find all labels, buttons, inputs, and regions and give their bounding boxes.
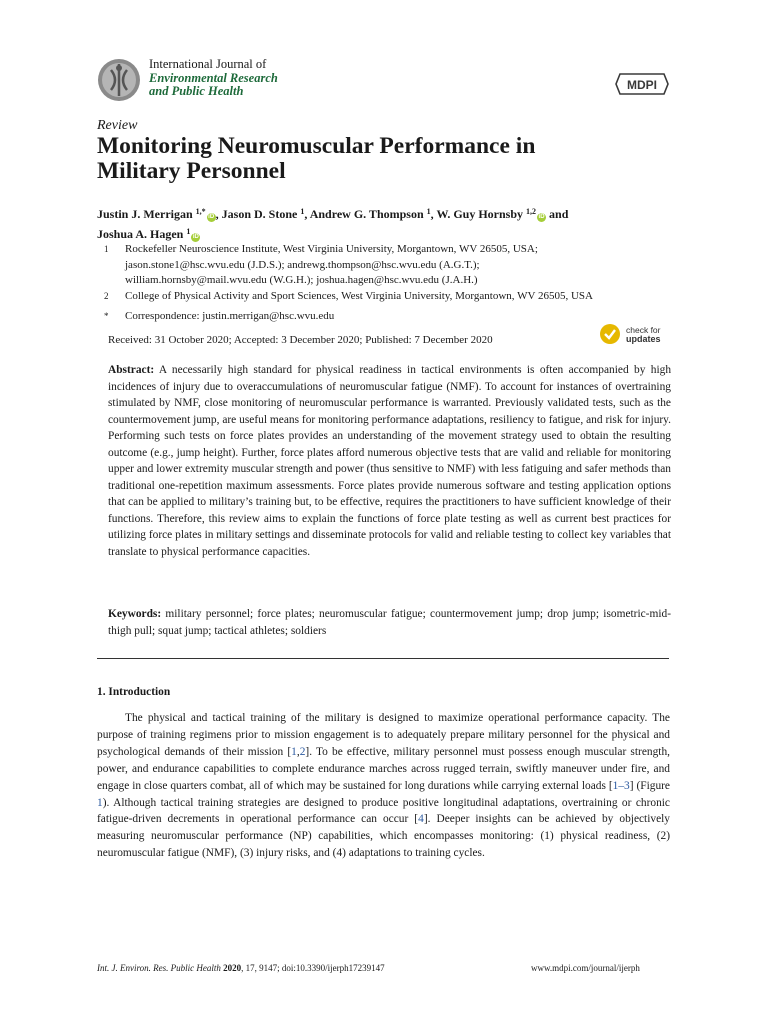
article-type: Review (97, 118, 138, 133)
footer-citation-rest: , 17, 9147; doi:10.3390/ijerph17239147 (241, 963, 385, 973)
affiliation-1 (97, 242, 667, 289)
author-name[interactable]: Jason D. Stone (221, 207, 298, 221)
body-text-run: , (296, 745, 300, 758)
citation-link[interactable]: 1 (291, 745, 297, 758)
author-name[interactable]: Justin J. Merrigan (97, 207, 193, 221)
author-name[interactable]: W. Guy Hornsby (436, 207, 524, 221)
orcid-icon[interactable]: iD (208, 214, 215, 220)
body-text-run: The physical and tactical training of the military is designed to maximize operational performance capacity. The purpose of training regimens prior to mission engagement is to adequately prepare military personnel for the physical and psychological demands of their mission [ (97, 712, 670, 758)
author-name[interactable]: Joshua A. Hagen (97, 227, 184, 241)
svg-text:MDPI: MDPI (627, 78, 657, 92)
affiliation-2 (97, 289, 667, 309)
title-line-2: Military Personnel (97, 158, 286, 184)
author-conjunction: and (549, 207, 569, 221)
check-icon (600, 324, 620, 344)
abstract-label: Abstract: (108, 364, 155, 376)
author-affil-mark: 1 (186, 227, 191, 236)
keywords-text: military personnel; force plates; neuromuscular fatigue; countermovement jump; drop jump; isometric-mid-thigh pull; squat jump; tactical athletes; soldiers (108, 608, 671, 637)
footer-year: 2020 (223, 963, 242, 973)
section-divider (97, 658, 669, 659)
affiliations (97, 242, 667, 324)
abstract-text: A necessarily high standard for physical readiness in tactical environments is often accompanied by high incidences of injury due to overaccumulations of neuromuscular fatigue (NMF). To account for instances of overtraining stimulated by NMF, close monitoring of neuromuscular performance is warranted. Previously validated tests, such as the countermovement jump, are useful means for monitoring performance adaptations, resiliency to fatigue, and risk for injury. Performing such tests on force plates provides an understanding of the movement strategy used to obtain the resulting outcome (e.g., jump height). Further, force plates afford numerous objective tests that are valid and reliable for monitoring upper and lower extremity muscular strength and power (thus sensitive to NMF) with less fatiguing and safer methods than traditional one-repetition maximum assessments. Force plates provide numerous software and testing application options that can be applied to military’s training but, to be effective, requires the practitioners to have sufficient knowledge of their functions. Therefore, this review aims to explain the functions of force plate testing as well as current best practices for utilizing force plates in military settings and disseminate protocols for valid and reliable testing to collect key variables that translate to physical performance capacities. (108, 364, 672, 558)
keywords-label: Keywords: (108, 608, 162, 620)
footer-citation (97, 963, 385, 973)
check-for-updates-badge[interactable] (600, 324, 672, 348)
journal-name (149, 58, 278, 99)
check-updates-line-1: check for (626, 325, 661, 335)
footer-journal-abbr: Int. J. Environ. Res. Public Health (97, 963, 221, 973)
publication-dates: Received: 31 October 2020; Accepted: 3 December 2020; Published: 7 December 2020 (108, 334, 493, 346)
affiliation-mark: 2 (104, 290, 109, 301)
affiliation-line: william.hornsby@mail.wvu.edu (W.G.H.); joshua.hagen@hsc.wvu.edu (J.A.H.) (125, 274, 478, 286)
affiliation-line: College of Physical Activity and Sport Sciences, West Virginia University, Morgantown, WV 26505, USA (125, 289, 593, 302)
orcid-icon[interactable]: iD (192, 234, 199, 240)
author-name[interactable]: Andrew G. Thompson (309, 207, 424, 221)
author-affil-mark: 1,* (195, 207, 206, 216)
article-title (97, 134, 657, 184)
body-text-run: ] (Figure (629, 779, 670, 792)
body-text-run: ]. To be effective, military personnel must possess enough muscular strength, power, and endurance capabilities to complete endurance marches across rugged terrain, swiftly maneuver under fire, and engage in close quarters combat, all of which may be sustained for long durations while carrying external loads [ (97, 745, 670, 792)
figure-link[interactable]: 1 (97, 796, 103, 809)
journal-logo (97, 58, 141, 102)
author-list: Justin J. Merrigan $^{1,*}$iD , Jason D. Stone $^1$, Andrew G. Thompson $^1$, W. Guy Hornsby $^{1,2}$iD and Joshua A. Hagen $^1$iD (97, 207, 569, 241)
body-text-run: ). Although tactical training strategies are designed to produce positive longitudinal adaptations, overtraining or chronic fatigue-driven decrements in operational performance can occur [ (97, 796, 670, 826)
abstract (108, 362, 671, 560)
title-line-1: Monitoring Neuromuscular Performance in (97, 133, 536, 159)
citation-link[interactable]: 1–3 (612, 779, 630, 792)
author-affil-mark: 1 (300, 207, 305, 216)
body-text-run: ]. Deeper insights can be achieved by objectively measuring neuromuscular performance (NP) capabilities, which encompasses monitoring: (1) physical readiness, (2) neuromuscular fatigue (NMF), (3) injury risks, and (4) adaptations to training cycles. (97, 813, 670, 860)
mdpi-logo (614, 70, 670, 98)
keywords (108, 606, 671, 639)
affiliation-line: Rockefeller Neuroscience Institute, West Virginia University, Morgantown, WV 26505, USA; (125, 243, 538, 255)
correspondence-line: Correspondence: justin.merrigan@hsc.wvu.edu (125, 309, 335, 322)
footer-journal-url[interactable]: www.mdpi.com/journal/ijerph (531, 963, 640, 973)
author-affil-mark: 1,2 (526, 207, 537, 216)
introduction-paragraph (97, 710, 670, 862)
citation-link[interactable]: 4 (418, 813, 424, 826)
author-affil-mark: 1 (426, 207, 431, 216)
section-heading: 1. Introduction (97, 686, 171, 698)
check-updates-line-2: updates (626, 334, 661, 344)
journal-line-3: and Public Health (149, 84, 244, 98)
correspondence (97, 309, 667, 325)
citation-link[interactable]: 2 (299, 745, 306, 758)
orcid-icon[interactable]: iD (538, 214, 545, 220)
journal-line-1: International Journal of (149, 57, 267, 71)
affiliation-mark: 1 (104, 244, 109, 254)
journal-line-2: Environmental Research (149, 70, 278, 85)
affiliation-mark: * (104, 310, 109, 321)
affiliation-line: jason.stone1@hsc.wvu.edu (J.D.S.); andrewg.thompson@hsc.wvu.edu (A.G.T.); (125, 258, 480, 271)
